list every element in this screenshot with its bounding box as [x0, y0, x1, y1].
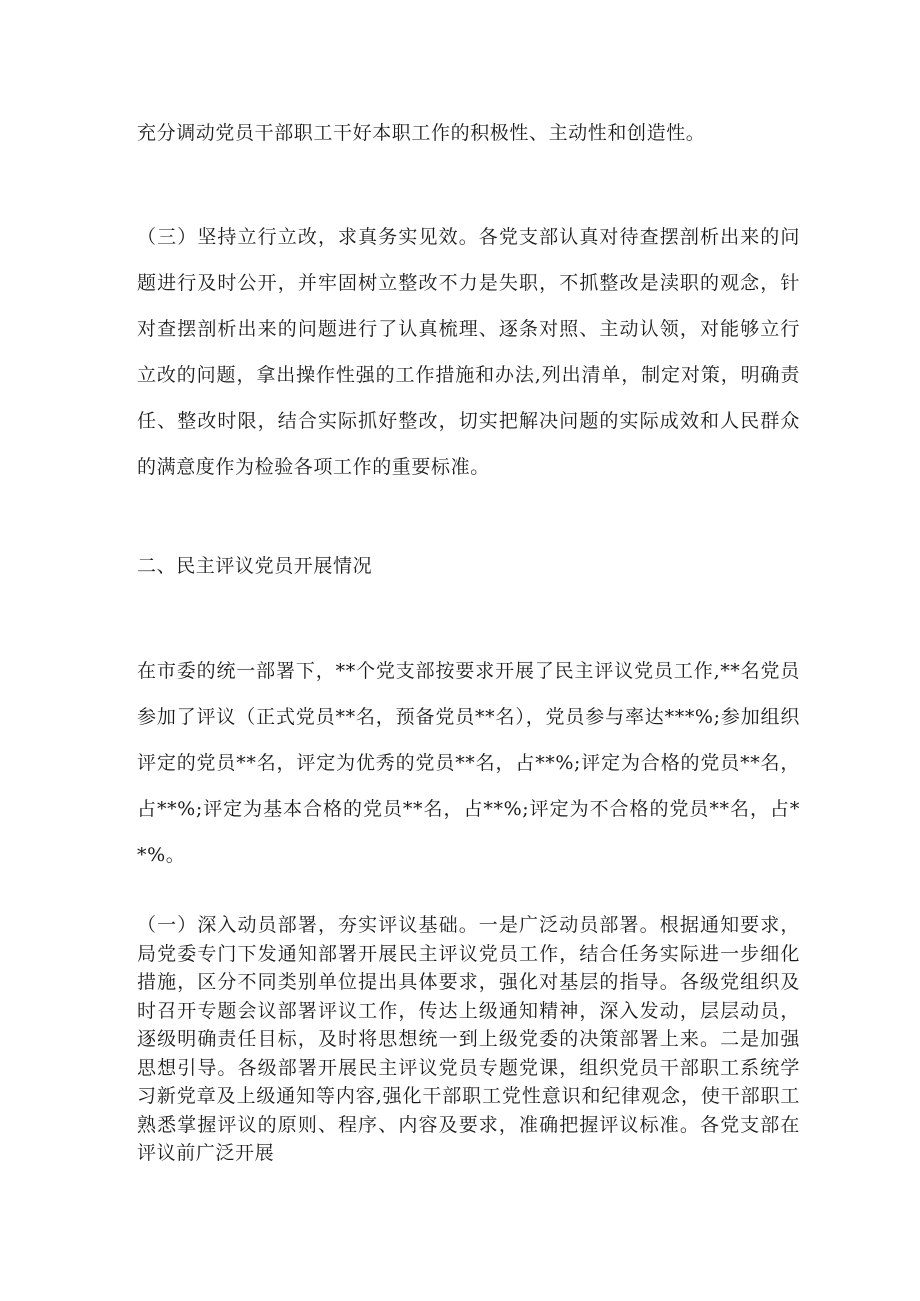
paragraph-evaluation-stats: 在市委的统一部署下，**个党支部按要求开展了民主评议党员工作,**名党员参加了评议（正式党员**名，预备党员**名），党员参与率达***%;参加组织评定的党员**名，评定为优秀的党员**名，占**%;评定为合格的党员**名，占**%;评定为基本合格的党员**名，占**%;评定为不合格的党员**名，占**%。	[137, 660, 800, 866]
paragraph-continuation: 充分调动党员干部职工干好本职工作的积极性、主动性和创造性。	[137, 122, 706, 144]
paragraph-mobilization: （一）深入动员部署，夯实评议基础。一是广泛动员部署。根据通知要求，局党委专门下发通知部署开展民主评议党员工作，结合任务实际进一步细化措施，区分不同类别单位提出具体要求，强化对基层的指导。各级党组织及时召开专题会议部署评议工作，传达上级通知精神，深入发动，层层动员，逐级明确责任目标，及时将思想统一到上级党委的决策部署上来。二是加强思想引导。各级部署开展民主评议党员专题党课，组织党员干部职工系统学习新党章及上级通知等内容,强化干部职工党性意识和纪律观念，使干部职工熟悉掌握评议的原则、程序、内容及要求，准确把握评议标准。各党支部在评议前广泛开展	[137, 914, 800, 1164]
paragraph-section-three: （三）坚持立行立改，求真务实见效。各党支部认真对待查摆剖析出来的问题进行及时公开，并牢固树立整改不力是失职，不抓整改是渎职的观念，针对查摆剖析出来的问题进行了认真梳理、逐条对照、主动认领，对能够立行立改的问题，拿出操作性强的工作措施和办法,列出清单，制定对策，明确责任、整改时限，结合实际抓好整改，切实把解决问题的实际成效和人民群众的满意度作为检验各项工作的重要标准。	[137, 226, 800, 478]
section-heading: 二、民主评议党员开展情况	[137, 555, 373, 577]
